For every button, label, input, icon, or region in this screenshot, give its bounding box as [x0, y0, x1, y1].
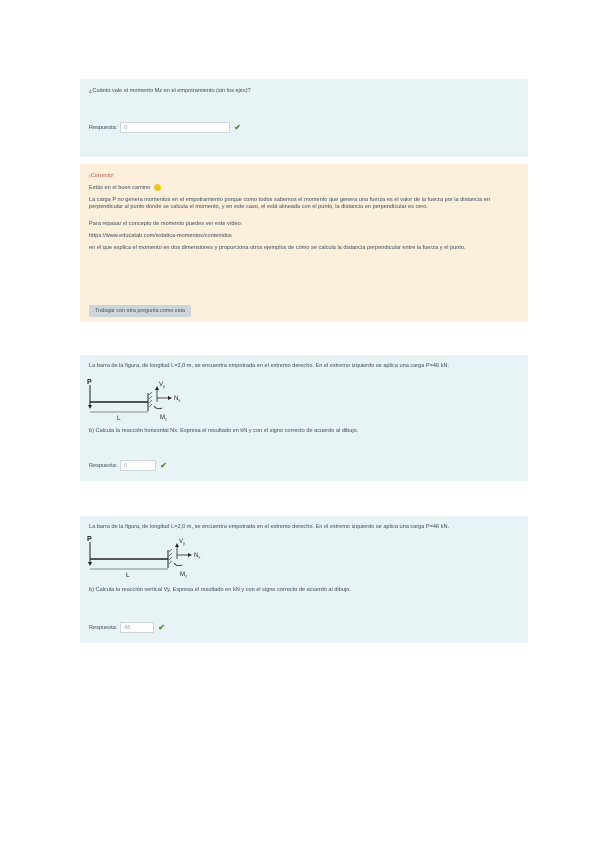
smile-icon: [154, 184, 161, 191]
feedback-text: Para repasar el concepto de momento puedes ver este vídeo:: [89, 221, 243, 227]
question-card-1: [80, 79, 528, 157]
mz-arc: [154, 406, 162, 409]
answer-label: Respuesta:: [89, 462, 118, 469]
length-label: L: [126, 572, 130, 579]
video-link[interactable]: https://www.educatab.com/estatica-momentos/contenidos: [89, 233, 232, 239]
wall-hatch: [169, 549, 172, 564]
question-sub: b) Calcula la reacción horizontal Nx. Expresa el resultado en kN y con el signo correcto de acuerdo al dibujo.: [89, 428, 359, 434]
answer-label: Respuesta:: [89, 624, 118, 631]
feedback-text: en el que explica el momento en dos dimensiones y proporciona otros ejemplos de cómo se calcula la distancia perpendicular entre la fuerza y el punto.: [89, 245, 466, 251]
mz-arc: [174, 563, 182, 566]
answer-input[interactable]: 0: [120, 460, 156, 471]
load-label: P: [87, 536, 92, 543]
beam-diagram: [86, 532, 226, 582]
load-arrowhead: [88, 562, 92, 566]
vy-label: $V_y$: [179, 539, 186, 546]
feedback-heading: ¡Correcto!: [89, 173, 114, 179]
mz-label: $M_z$: [180, 572, 187, 579]
vy-label: $V_y$: [159, 382, 166, 389]
answer-row: [89, 460, 167, 471]
question-card-2: [80, 355, 528, 481]
question-prompt: ¿Cuánto vale el momento Mz en el empotramiento (sin los ejes)?: [89, 88, 251, 94]
question-card-3: [80, 516, 528, 643]
answer-row: [89, 622, 165, 633]
answer-input[interactable]: 46: [120, 622, 154, 633]
check-icon: ✔: [234, 123, 241, 132]
feedback-text: La carga P no genera momentos en el empotramiento porque como todos sabemos el momento que genera una fuerza es el valor de la fuerza por la distancia en perpendicular al punto donde se calcula el momento, y en este caso, el está alineada con el punto, la distancia en perpendicular es cero.: [89, 197, 491, 210]
nx-arrowhead: [168, 396, 172, 400]
answer-label: Respuesta:: [89, 124, 118, 131]
question-prompt: La barra de la figura, de longitud L=2,0 m, se encuentra empotrada en el extremo derecho. En el extremo izquierdo se aplica una carga P=46 kN.: [89, 524, 450, 530]
length-label: L: [117, 415, 121, 422]
beam-diagram: [86, 375, 206, 425]
question-prompt: La barra de la figura, de longitud L=2,0 m, se encuentra empotrada en el extremo derecho. En el extremo izquierdo se aplica una carga P=46 kN.: [89, 363, 450, 369]
check-icon: ✔: [158, 623, 165, 632]
answer-row: [89, 122, 241, 133]
nx-label: $N_x$: [174, 396, 181, 403]
load-label: P: [87, 379, 92, 386]
load-arrowhead: [88, 405, 92, 409]
feedback-panel: [80, 164, 528, 322]
answer-input[interactable]: 0: [120, 122, 230, 133]
wall-hatch: [149, 392, 152, 407]
nx-label: $N_x$: [194, 553, 201, 560]
mz-label: $M_z$: [160, 415, 167, 422]
question-sub: b) Calcula la reacción vertical Vy. Expresa el resultado en kN y con el signo correcto de acuerdo al dibujo.: [89, 587, 351, 593]
feedback-greeting: Estás en el buen camino: [89, 184, 151, 191]
check-icon: ✔: [160, 461, 167, 470]
retry-button[interactable]: Trabajar con otra pregunta como esta: [89, 305, 191, 317]
nx-arrowhead: [188, 553, 192, 557]
feedback-greeting-row: [89, 184, 161, 192]
